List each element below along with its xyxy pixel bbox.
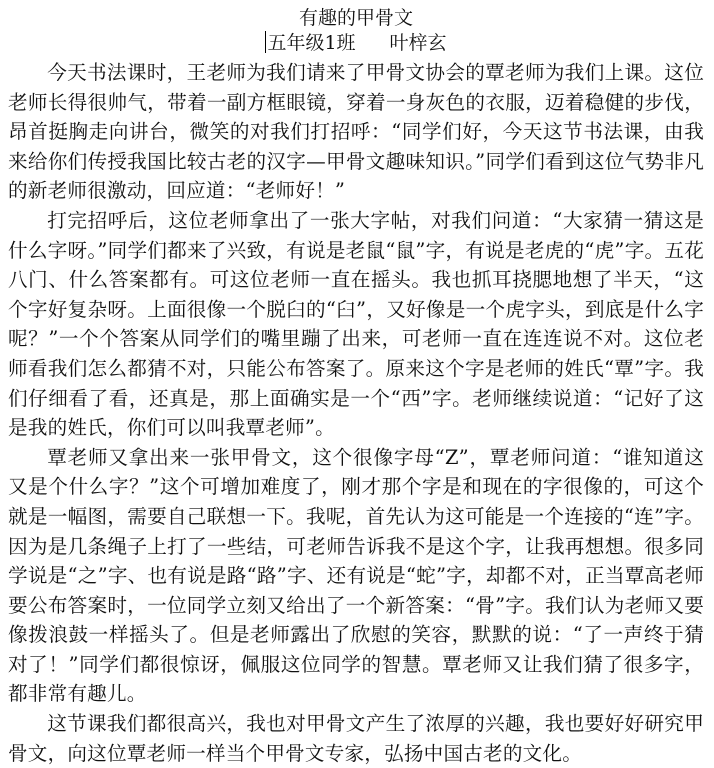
grade-class: 五年级1班 [267, 32, 356, 54]
essay-title: 有趣的甲骨文 [298, 7, 413, 29]
paragraph-4: 这节课我们都很高兴，我也对甲骨文产生了浓厚的兴趣，我也要好好研究甲骨文，向这位覃老师一样当个甲骨文专家，弘扬中国古老的文化。 [8, 712, 704, 765]
paragraph-2: 打完招呼后，这位老师拿出了一张大字帖，对我们问道：“大家猜一猜这是什么字呀。”同学们都来了兴致，有说是老鼠“鼠”字，有说是老虎的“虎”字。五花八门、什么答案都有。可这位老师一直在摇头。我也抓耳挠腮地想了半天，“这个字好复杂呀。上面很像一个脱臼的“臼”，又好像是一个虎字头，到底是什么字呢？”一个个答案从同学们的嘴里蹦了出来，可老师一直在连连说不对。这位老师看我们怎么都猜不对，只能公布答案了。原来这个字是老师的姓氏“覃”字。我们仔细看了看，还真是，那上面确实是一个“西”字。老师继续说道：“记好了这是我的姓氏，你们可以叫我覃老师”。 [8, 208, 704, 440]
paragraph-1: 今天书法课时，王老师为我们请来了甲骨文协会的覃老师为我们上课。这位老师长得很帅气，带着一副方框眼镜，穿着一身灰色的衣服，迈着稳健的步伐，昂首挺胸走向讲台，微笑的对我们打招呼：“同学们好，今天这节书法课，由我来给你们传授我国比较古老的汉字—甲骨文趣味知识。”同学们看到这位气势非凡的新老师很激动，回应道：“老师好！” [8, 61, 704, 203]
byline [8, 30, 704, 56]
paragraph-3: 覃老师又拿出来一张甲骨文，这个很像字母“Z”，覃老师问道：“谁知道这又是个什么字？”这个可增加难度了，刚才那个字是和现在的字很像的，可这个就是一幅图，需要自己联想一下。我呢，首先认为这可能是一个连接的“连”字。因为是几条绳子上打了一些结，可老师告诉我不是这个字，让我再想想。很多同学说是“之”字、也有说是路“路”字、还有说是“蛇”字，却都不对，正当覃高老师要公布答案时，一位同学立刻又给出了一个新答案：“骨”字。我们认为老师又要像拨浪鼓一样摇头了。但是老师露出了欣慰的笑容，默默的说：“了一声终于猜对了！”同学们都很惊讶，佩服这位同学的智慧。覃老师又让我们猜了很多字，都非常有趣儿。 [8, 445, 704, 706]
author-name: 叶梓玄 [389, 32, 447, 54]
